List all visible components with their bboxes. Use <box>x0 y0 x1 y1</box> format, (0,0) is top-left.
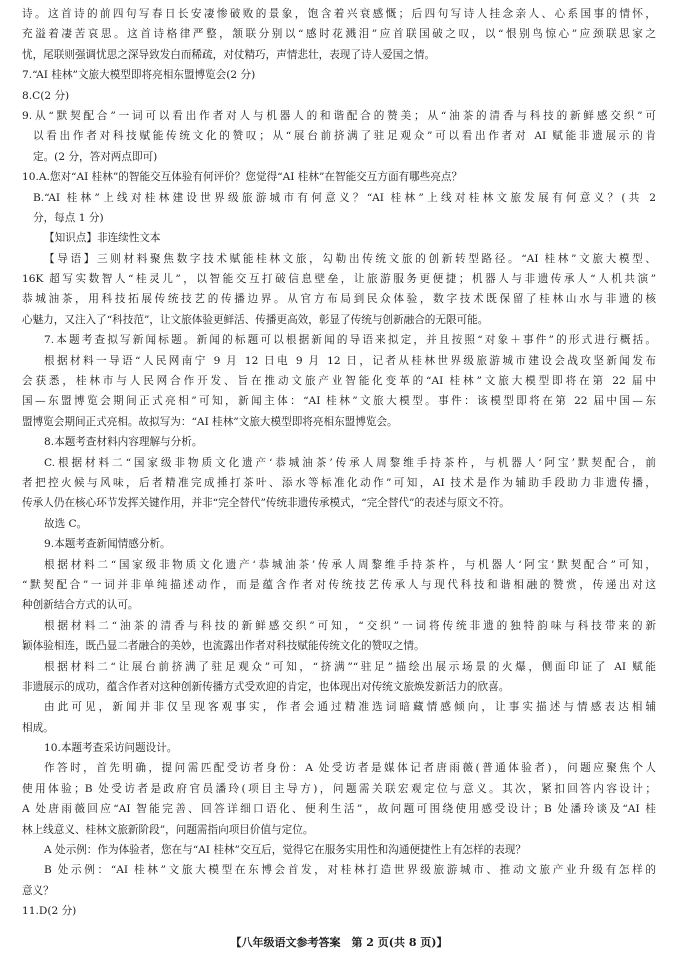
text-line: 7.本题考查拟写新闻标题。新闻的标题可以根据新闻的导语来拟定，并且按照“对象＋事件”的形式进行概括。 <box>44 334 656 347</box>
text-line: 非遗展示的成功，蕴含作者对这种创新传播方式受欢迎的肯定，也体现出对传统文旅焕发新活力的欣喜。 <box>22 680 510 693</box>
page-footer: 【八年级语文参考答案 第 2 页(共 8 页)】 <box>230 936 448 949</box>
text-line: B 处示例：“AI 桂林”文旅大模型在东博会首发，对桂林打造世界级旅游城市、推动文旅产业升级有怎样的 <box>44 864 656 877</box>
text-line: B.“AI 桂林”上线对桂林建设世界级旅游城市有何意义？“AI 桂林”上线对桂林文旅发展有何意义？(共 2 <box>33 191 656 204</box>
text-line: 诗。这首诗的前四句写春日长安凄惨破败的景象，饱含着兴衰感慨；后四句写诗人挂念亲人、心系国事的情怀， <box>22 8 656 20</box>
text-line: 忧，尾联则强调忧思之深导致发白而稀疏，对仗精巧，声情悲壮，表现了诗人爱国之情。 <box>22 48 436 61</box>
text-line: 9.从“默契配合”一词可以看出作者对人与机器人的和谐配合的赞美；从“油茶的清香与科技的新鲜感交织”可 <box>22 109 656 122</box>
text-line: 心魅力，又注入了“科技范”，让文旅体验更鲜活、传播更高效，彰显了传统与创新融合的无限可能。 <box>22 313 489 326</box>
text-line: 充溢着凄苦哀思。这首诗格律严整，颔联分别以“感时花溅泪”应首联国破之叹，以“恨别鸟惊心”应颈联思家之 <box>22 28 656 41</box>
text-line: 10.A.您对“AI 桂林”的智能交互体验有何评价？您觉得“AI 桂林”在智能交互方面有哪些亮点？ <box>22 171 463 184</box>
text-line: 林上线意义、桂林文旅新阶段”，问题需指向项目价值与定位。 <box>22 823 314 836</box>
text-line: 意义？ <box>22 884 54 897</box>
text-line: “默契配合”一词并非单纯描述动作，而是蕴含作者对传统技艺传承人与现代科技和谐相融的赞赏，传递出对这 <box>22 578 656 591</box>
text-line: 根据材料二“油茶的清香与科技的新鲜感交织”可知，“交织”一词将传统非遗的独特韵味与科技带来的新 <box>44 619 656 632</box>
text-line: 种创新结合方式的认可。 <box>22 599 139 612</box>
text-line: 作答时，首先明确，提问需匹配受访者身份：A 处受访者是媒体记者唐雨薇(普通体验者)，问题应聚焦个人 <box>44 762 656 775</box>
text-line: 根据材料一导语“人民网南宁 9 月 12 日电 9 月 12 日，记者从桂林世界级旅游城市建设会战攻坚新闻发布 <box>44 354 656 367</box>
text-line: 16K 超写实数智人“桂灵儿”，以智能交互打破信息壁垒，让旅游服务更便捷；机器人与非遗传承人“人机共演” <box>22 273 656 286</box>
text-line: 8.本题考查材料内容理解与分析。 <box>44 436 203 449</box>
text-line: 【知识点】非连续性文本 <box>44 232 161 245</box>
text-line: C.根据材料二“国家级非物质文化遗产‘恭城油茶’传承人周黎维手持茶杵，与机器人‘阿宝’默契配合，前 <box>44 456 656 469</box>
text-line: 10.本题考查采访问题设计。 <box>44 742 178 755</box>
text-line: 11.D(2 分) <box>22 905 77 918</box>
text-line: 定。(2 分，答对两点即可) <box>33 150 158 163</box>
text-line: 根据材料二“国家级非物质文化遗产‘恭城油茶’传承人周黎维手持茶杵，与机器人‘阿宝’默契配合”可知， <box>44 558 656 571</box>
text-line: 恭城油茶，用科技拓展传统技艺的传播边界。从官方布局到民众体验，数字技术既保留了桂林山水与非遗的核 <box>22 293 656 306</box>
text-line: 【导语】三则材料聚焦数字技术赋能桂林文旅，勾勒出传统文旅的创新转型路径。“AI 桂林”文旅大模型、 <box>44 252 656 265</box>
text-line: 分，每点 1 分) <box>33 211 104 224</box>
text-line: 者把控火候与风味，后者精准完成捶打茶叶、添水等标准化动作”可知，AI 技术是作为辅助手段助力非遗传播， <box>22 476 656 489</box>
text-line: 7.“AI 桂林”文旅大模型即将亮相东盟博览会(2 分) <box>22 69 256 82</box>
text-line: 8.C(2 分) <box>22 89 70 102</box>
text-line: 颖体验相连，既凸显二者融合的美妙，也流露出作者对科技赋能传统文化的赞叹之情。 <box>22 640 425 653</box>
text-line: 使用体验；B 处受访者是政府官员潘玲(项目主导方)，问题需关联宏观定位与意义。其次，紧扣回答内容设计； <box>22 782 656 795</box>
text-line: 故选 C。 <box>44 517 88 530</box>
answer-text-body <box>22 4 656 922</box>
text-line: A 处唐雨薇回应“AI 智能完善、回答详细口语化、便利生活”，故问题可围绕使用感受设计；B 处潘玲谈及“AI 桂 <box>22 803 656 816</box>
text-line: 根据材料二“让展台前挤满了驻足观众”可知，“挤满”“驻足”描绘出展示场景的火爆，侧面印证了 AI 赋能 <box>44 660 656 673</box>
text-line: 9.本题考查新闻情感分析。 <box>44 538 171 551</box>
text-line: A 处示例：作为体验者，您在与“AI 桂林”交互后，觉得它在服务实用性和沟通便捷性上有怎样的表现？ <box>44 844 526 857</box>
text-line: 传承人仍在核心环节发挥关键作用，并非“完全替代”传统非遗传承模式，“完全替代”的表述与原文不符。 <box>22 497 510 510</box>
text-line: 以看出作者对科技赋能传统文化的赞叹；从“展台前挤满了驻足观众”可以看出作者对 AI 赋能非遗展示的肯 <box>33 130 656 143</box>
text-line: 会获悉，桂林市与人民网合作开发、旨在推动文旅产业智能化变革的“AI 桂林”文旅大模型即将在第 22 届中 <box>22 375 656 388</box>
text-line: 国—东盟博览会期间正式亮相”可知，新闻主体：“AI 桂林”文旅大模型。事件：该模型即将在第 22 届中国—东 <box>22 395 656 408</box>
text-line: 盟博览会期间正式亮相。故拟写为：“AI 桂林”文旅大模型即将亮相东盟博览会。 <box>22 415 398 428</box>
text-line: 相成。 <box>22 721 54 734</box>
text-line: 由此可见，新闻并非仅呈现客观事实，作者会通过精准选词暗藏情感倾向，让事实描述与情感表达相辅 <box>44 701 656 714</box>
